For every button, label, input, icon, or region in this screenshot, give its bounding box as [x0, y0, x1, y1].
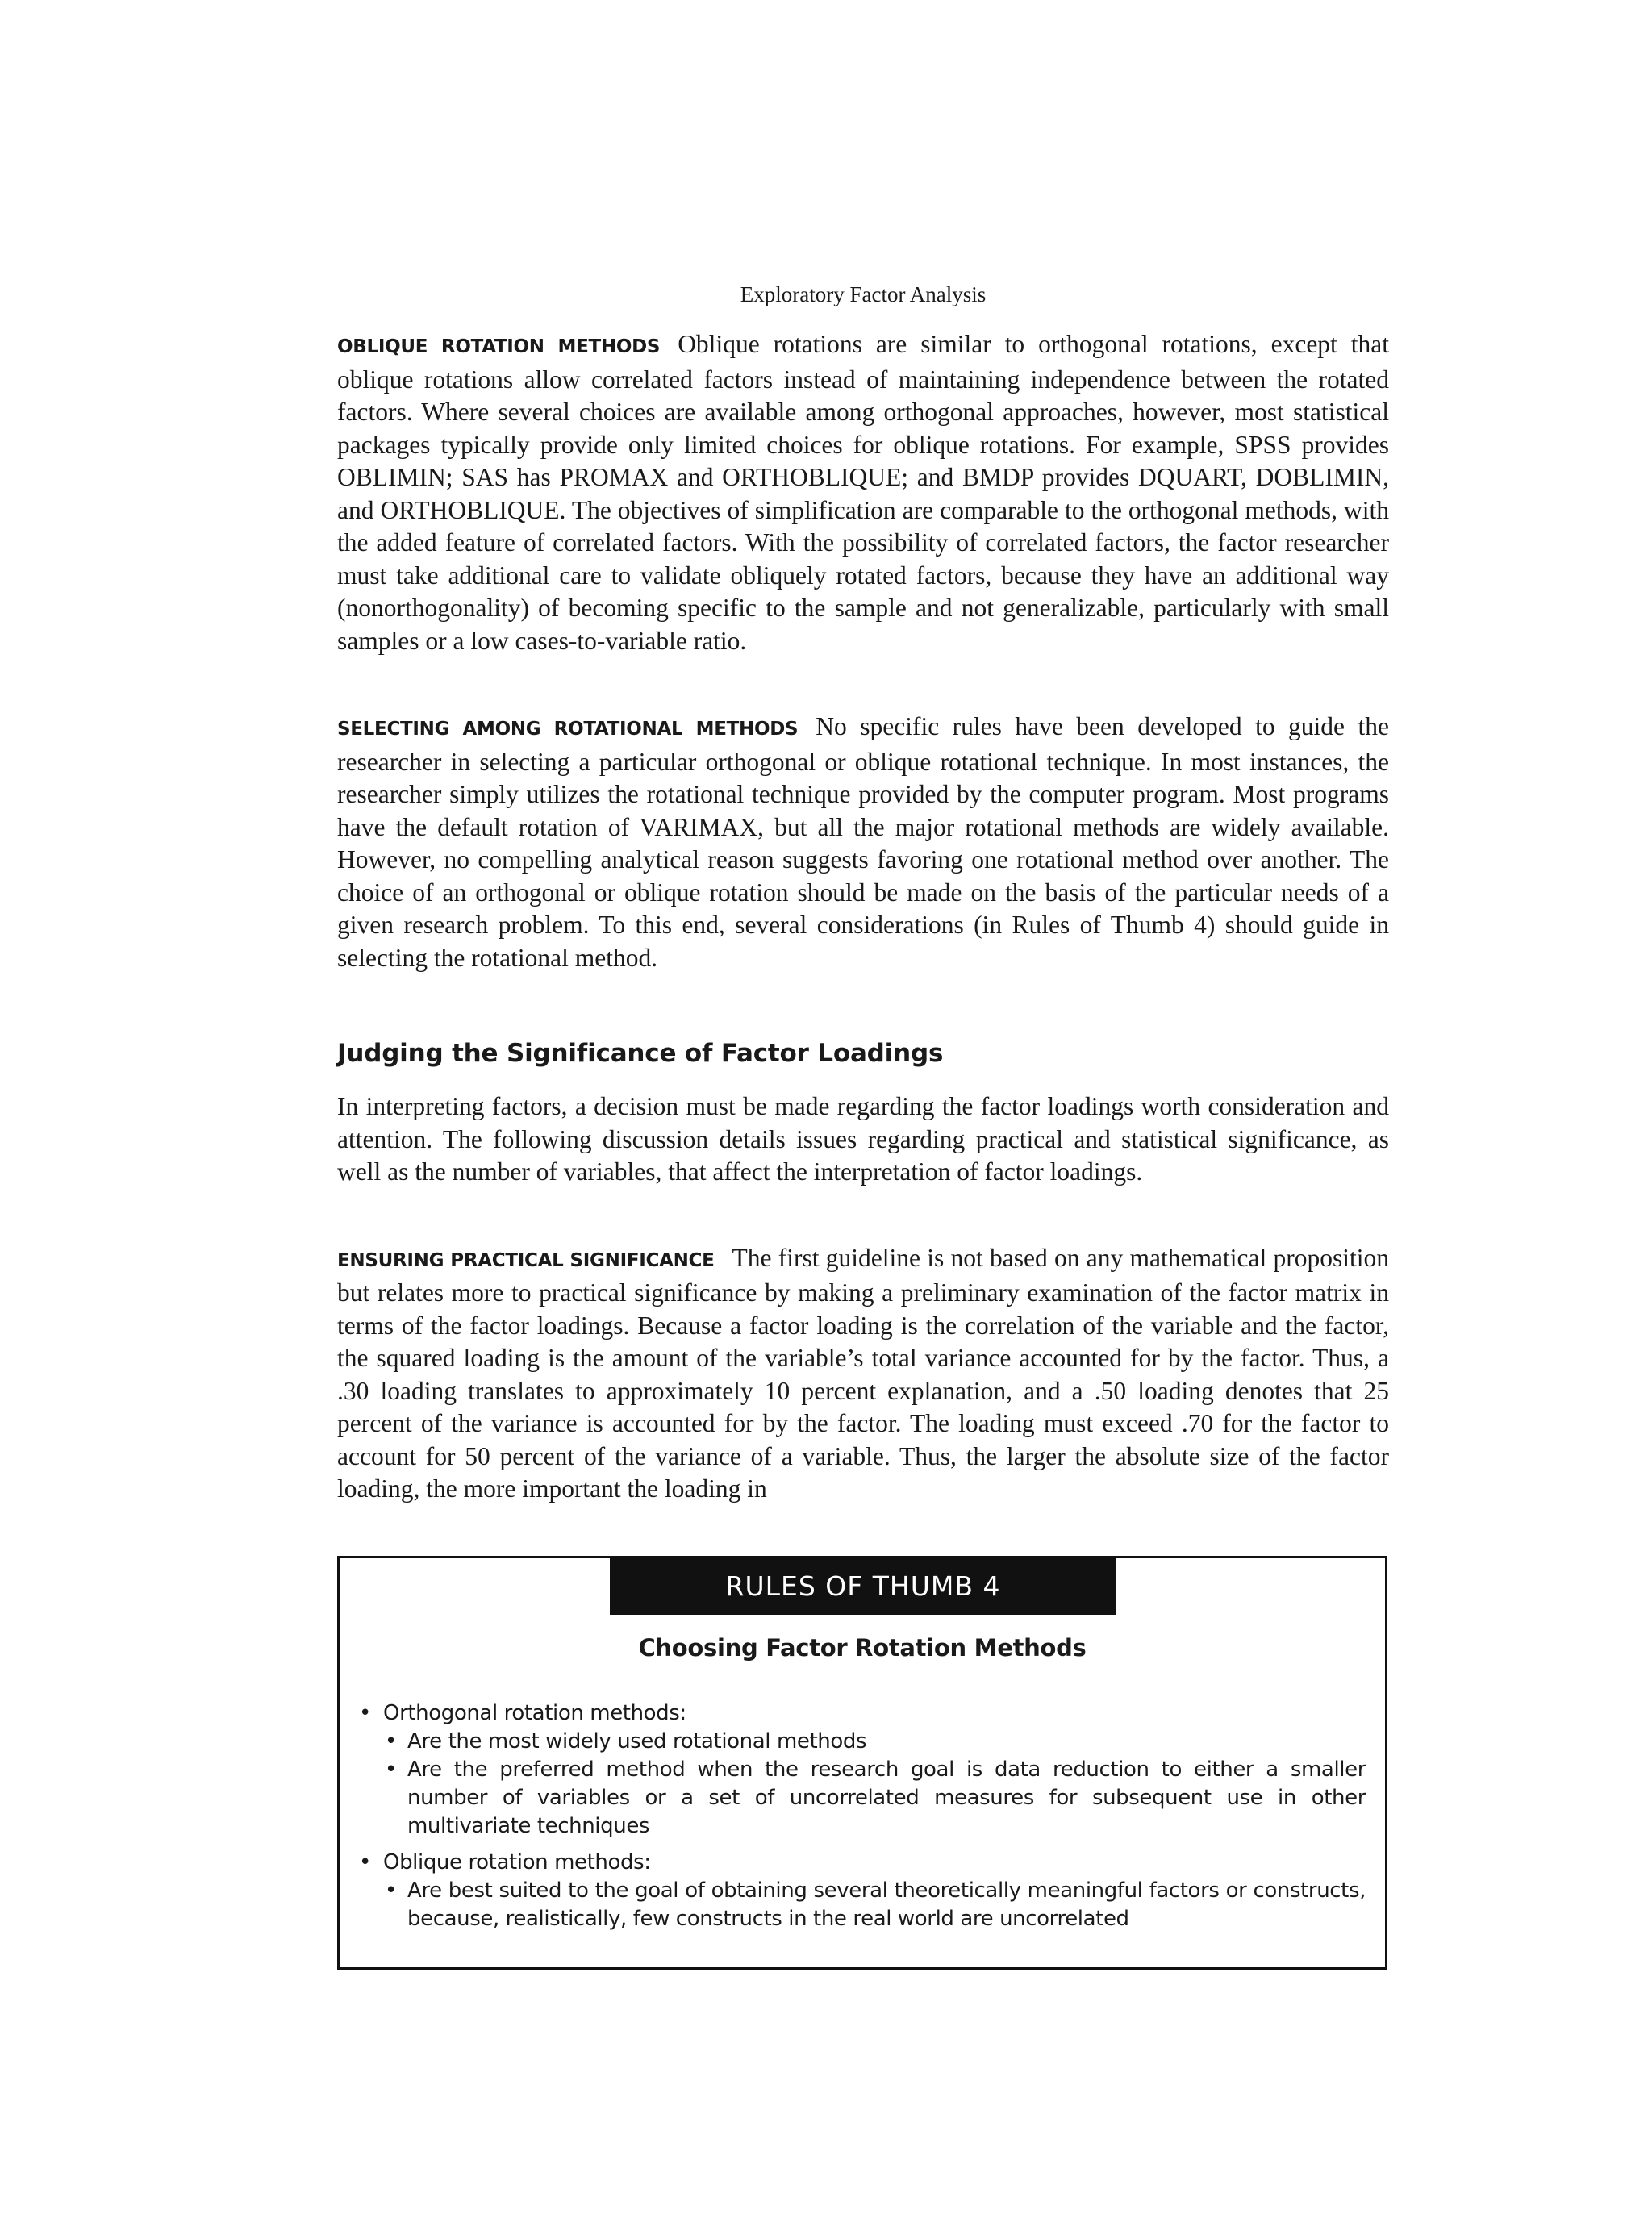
oblique-rotation-text: Oblique rotations are similar to orthogonal rotations, except that oblique rotations allow correlated factors instead of maintaining independence between the rotated factors. Where several choices are available among orthogonal approaches, however, most statistical packages typically provide only limited choices for oblique rotations. For example, SPSS provides OBLIMIN; SAS has PROMAX and ORTHOBLIQUE; and BMDP provides DQUART, DOBLIMIN, and ORTHOBLIQUE. The objectives of simplification are comparable to the orthogonal methods, with the added feature of correlated factors. With the possibility of correlated factors, the factor researcher must take additional care to validate obliquely rotated factors, because they have an additional way (nonorthogonality) of becoming specific to the sample and not generalizable, particularly with small samples or a low cases-to-variable ratio. — [337, 330, 1389, 655]
selecting-rotational-heading: SELECTING AMONG ROTATIONAL METHODS — [337, 719, 799, 740]
rules-of-thumb-box — [337, 1556, 1387, 1970]
oblique-rotation-paragraph — [337, 328, 1389, 657]
selecting-rotational-paragraph — [337, 711, 1389, 974]
practical-significance-heading: ENSURING PRACTICAL SIGNIFICANCE — [337, 1249, 715, 1271]
running-head: Exploratory Factor Analysis — [740, 282, 987, 306]
list-item: • Are best suited to the goal of obtaining several theoretically meaningful factors or constructs, because, realistically, few constructs in the real world are uncorrelated — [385, 1877, 1366, 1933]
list-item: • Are the preferred method when the research goal is data reduction to either a smaller number of variables or a set of uncorrelated measures for subsequent use in other multivariate techniques — [385, 1756, 1366, 1841]
list-item-oblique — [359, 1849, 1366, 1933]
section-heading: Judging the Significance of Factor Loadings — [337, 1039, 944, 1068]
list-item-label: Orthogonal rotation methods: — [383, 1701, 686, 1725]
practical-significance-paragraph — [337, 1242, 1389, 1506]
selecting-rotational-text: No specific rules have been developed to guide the researcher in selecting a particular orthogonal or oblique rotational technique. In most instances, the researcher simply utilizes the rotational technique provided by the computer program. Most programs have the default rotation of VARIMAX, but all the major rotational methods are widely available. However, no compelling analytical reason suggests favoring one rotational method over another. The choice of an orthogonal or oblique rotation should be made on the basis of the particular needs of a given research problem. To this end, several considerations (in Rules of Thumb 4) should guide in selecting the rotational method. — [337, 712, 1389, 972]
rules-list — [359, 1699, 1366, 1941]
list-item: • Are the most widely used rotational methods — [385, 1728, 1366, 1756]
page-content — [337, 282, 1389, 1506]
list-item-label: Oblique rotation methods: — [383, 1850, 651, 1874]
section-intro-paragraph: In interpreting factors, a decision must be made regarding the factor loadings worth consideration and attention. The following discussion details issues regarding practical and statistical significance, as well as the number of variables, that affect the interpretation of factor loadings. — [337, 1092, 1389, 1186]
rules-title: Choosing Factor Rotation Methods — [638, 1634, 1087, 1662]
rules-banner: RULES OF THUMB 4 — [610, 1558, 1116, 1615]
practical-significance-text: The first guideline is not based on any mathematical proposition but relates more to practical significance by making a preliminary examination of the factor matrix in terms of the factor loadings. Because a factor loading is the correlation of the variable and the factor, the squared loading is the amount of the variable’s total variance accounted for by the factor. Thus, a .30 loading translates to approximately 10 percent explanation, and a .50 loading denotes that 25 percent of the variance is accounted for by the factor. The loading must exceed .70 for the factor to account for 50 percent of the variance of a variable. Thus, the larger the absolute size of the factor loading, the more important the loading in — [337, 1243, 1389, 1503]
oblique-rotation-heading: OBLIQUE ROTATION METHODS — [337, 336, 661, 357]
list-item-orthogonal — [359, 1699, 1366, 1841]
